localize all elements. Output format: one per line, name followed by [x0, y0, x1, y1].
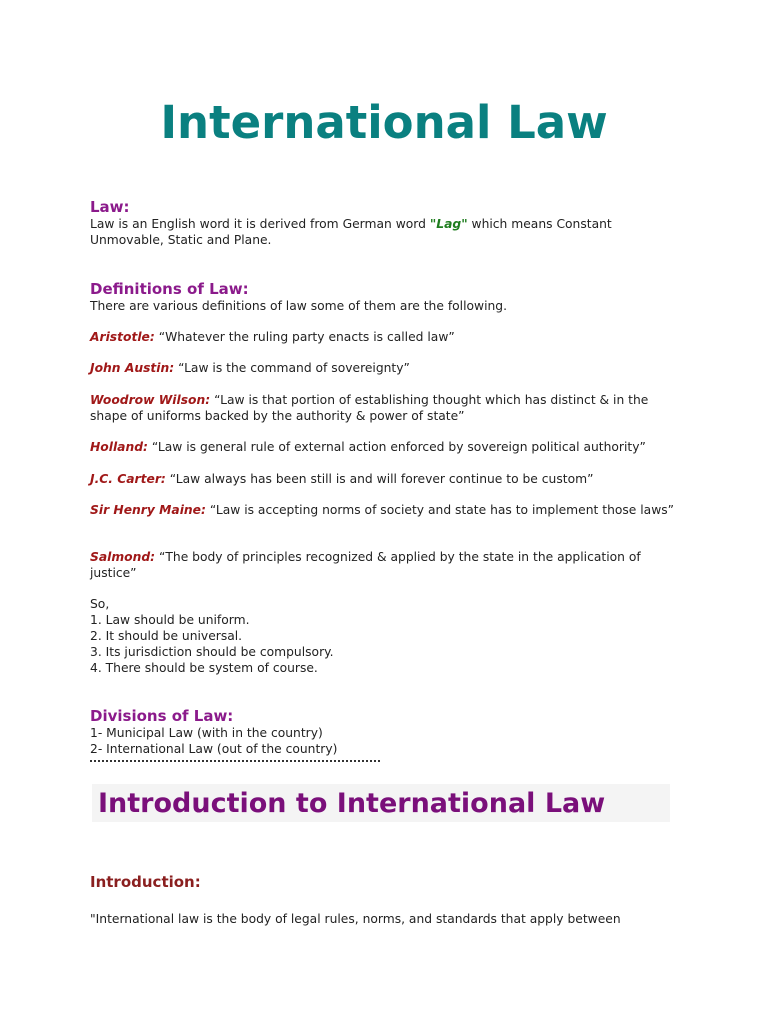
law-text-1: Law is an English word it is derived from German word — [90, 217, 430, 231]
list-item: 4. There should be system of course. — [90, 661, 318, 675]
definition-item — [90, 360, 680, 376]
definition-author: Sir Henry Maine: — [90, 503, 206, 517]
definition-author: Aristotle: — [90, 330, 155, 344]
definition-item — [90, 471, 680, 487]
definition-text: “Law is general rule of external action enforced by sovereign political authority” — [147, 440, 646, 454]
definition-item — [90, 439, 680, 455]
divisions-list — [90, 725, 337, 757]
list-item: 1- Municipal Law (with in the country) — [90, 726, 323, 740]
dotted-divider — [90, 760, 380, 762]
law-heading: Law: — [90, 198, 130, 216]
definition-item — [90, 502, 680, 518]
list-item: 3. Its jurisdiction should be compulsory. — [90, 645, 334, 659]
definition-author: John Austin: — [90, 361, 175, 375]
list-item: 1. Law should be uniform. — [90, 613, 250, 627]
list-item: 2. It should be universal. — [90, 629, 243, 643]
definition-item — [90, 392, 680, 424]
definition-text: “The body of principles recognized & applied by the state in the application of justice” — [90, 550, 641, 580]
list-item: 2- International Law (out of the country) — [90, 742, 338, 756]
definition-text: “Law is the command of sovereignty” — [174, 361, 410, 375]
introduction-heading: Introduction: — [90, 873, 201, 891]
introduction-text: "International law is the body of legal rules, norms, and standards that apply between — [90, 912, 621, 926]
definition-author: J.C. Carter: — [90, 472, 166, 486]
definition-text: “Law is that portion of establishing thought which has distinct & in the shape of uniforms backed by the authority & power of state” — [90, 393, 649, 423]
page-title: International Law — [160, 96, 608, 149]
section-title: Introduction to International Law — [92, 784, 670, 822]
lag-term: "Lag" — [429, 217, 468, 231]
definition-text: “Law is accepting norms of society and state has to implement those laws” — [205, 503, 675, 517]
divisions-heading: Divisions of Law: — [90, 707, 234, 725]
definition-author: Salmond: — [90, 550, 156, 564]
definition-item — [90, 549, 680, 581]
law-text-2: which means Constant Unmovable, Static and Plane. — [90, 217, 612, 247]
definitions-intro: There are various definitions of law some of them are the following. — [90, 299, 508, 313]
definitions-heading: Definitions of Law: — [90, 280, 249, 298]
so-label: So, — [90, 597, 110, 611]
definition-item — [90, 329, 680, 345]
definition-text: “Law always has been still is and will forever continue to be custom” — [165, 472, 594, 486]
law-points-list — [90, 612, 334, 676]
definition-author: Woodrow Wilson: — [90, 393, 211, 407]
definition-author: Holland: — [90, 440, 148, 454]
law-paragraph — [90, 216, 680, 248]
definition-text: “Whatever the ruling party enacts is called law” — [154, 330, 455, 344]
